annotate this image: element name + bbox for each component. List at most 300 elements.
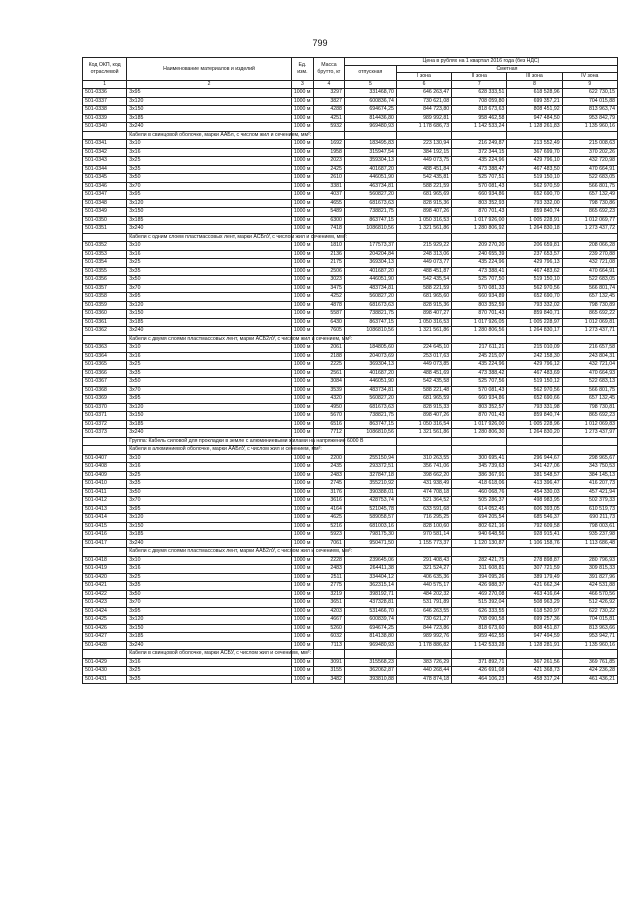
item-code: 501-0408	[83, 463, 127, 472]
item-price-zone-4: 1 273 437,97	[562, 429, 617, 438]
item-code: 501-0414	[83, 514, 127, 523]
item-price-zone-3: 215 010,09	[507, 344, 562, 353]
item-release-price: 177573,37	[344, 242, 396, 251]
item-price-zone-2: 473 388,42	[452, 369, 507, 378]
item-mass: 2483	[313, 565, 344, 574]
item-code: 501-0336	[83, 89, 127, 98]
empty-cell	[344, 650, 396, 659]
item-name: 3х16	[127, 352, 292, 361]
item-price-zone-4: 798 730,86	[562, 199, 617, 208]
item-price-zone-1: 449 073,77	[396, 259, 451, 268]
item-mass: 4164	[313, 505, 344, 514]
item-unit: 1000 м	[291, 148, 313, 157]
item-code: 501-0351	[83, 225, 127, 234]
item-name: 3х25	[127, 471, 292, 480]
table-row	[83, 191, 618, 200]
empty-cell	[452, 233, 507, 242]
empty-cell	[507, 446, 562, 455]
item-price-zone-4: 461 436,21	[562, 675, 617, 684]
item-price-zone-4: 566 801,75	[562, 386, 617, 395]
item-code: 501-0421	[83, 582, 127, 591]
item-release-price: 681673,63	[344, 403, 396, 412]
item-price-zone-4: 369 761,85	[562, 658, 617, 667]
empty-cell	[396, 233, 451, 242]
item-price-zone-3: 296 944,67	[507, 454, 562, 463]
empty-cell	[344, 335, 396, 344]
item-unit: 1000 м	[291, 106, 313, 115]
empty-cell	[313, 131, 344, 140]
item-price-zone-1: 1 321 561,86	[396, 429, 451, 438]
item-unit: 1000 м	[291, 199, 313, 208]
item-unit: 1000 м	[291, 216, 313, 225]
group-code-cell	[83, 446, 127, 455]
item-mass: 5932	[313, 123, 344, 132]
item-name: 3х10	[127, 140, 292, 149]
empty-cell	[562, 548, 617, 557]
item-price-zone-1: 1 050 316,53	[396, 216, 451, 225]
item-release-price: 446051,90	[344, 378, 396, 387]
item-code: 501-0407	[83, 454, 127, 463]
table-row	[83, 140, 618, 149]
col-number: 2	[127, 80, 292, 89]
item-price-zone-3: 1 005 228,96	[507, 420, 562, 429]
item-mass: 7113	[313, 641, 344, 650]
item-price-zone-1: 224 645,10	[396, 344, 451, 353]
item-release-price: 398192,71	[344, 590, 396, 599]
item-price-zone-3: 562 970,56	[507, 386, 562, 395]
item-mass: 3219	[313, 590, 344, 599]
item-unit: 1000 м	[291, 514, 313, 523]
item-price-zone-3: 467 483,62	[507, 267, 562, 276]
item-price-zone-1: 646 263,47	[396, 89, 451, 98]
item-code: 501-0354	[83, 259, 127, 268]
item-price-zone-2: 940 648,56	[452, 531, 507, 540]
item-mass: 4251	[313, 114, 344, 123]
item-name: 3х150	[127, 624, 292, 633]
page-number: 799	[312, 38, 328, 48]
table-row	[83, 386, 618, 395]
item-price-zone-2: 464 106,23	[452, 675, 507, 684]
item-price-zone-4: 798 730,89	[562, 301, 617, 310]
item-mass: 3616	[313, 497, 344, 506]
item-mass: 4655	[313, 199, 344, 208]
item-code: 501-0370	[83, 403, 127, 412]
item-price-zone-4: 343 750,53	[562, 463, 617, 472]
empty-cell	[452, 446, 507, 455]
item-price-zone-3: 652 690,70	[507, 293, 562, 302]
item-price-zone-2: 460 068,76	[452, 488, 507, 497]
item-price-zone-3: 1 128 261,83	[507, 123, 562, 132]
item-price-zone-4: 470 664,91	[562, 165, 617, 174]
table-row	[83, 658, 618, 667]
item-mass: 3651	[313, 599, 344, 608]
group-code-cell	[83, 437, 127, 446]
item-price-zone-2: 570 081,43	[452, 182, 507, 191]
item-price-zone-2: 300 695,41	[452, 454, 507, 463]
item-unit: 1000 м	[291, 225, 313, 234]
item-price-zone-2: 1 017 926,00	[452, 420, 507, 429]
table-row	[83, 250, 618, 259]
header-estimate: Сметная	[396, 65, 617, 73]
group-heading: Кабели с двумя слоями пластмассовых лент, марки АСБ2лУ, с числом жил и сечением, мм²:	[127, 335, 292, 344]
table-row	[83, 318, 618, 327]
item-release-price: 401687,20	[344, 165, 396, 174]
item-price-zone-4: 1 273 437,72	[562, 225, 617, 234]
header-release: отпускная	[344, 65, 396, 80]
item-code: 501-0428	[83, 641, 127, 650]
item-name: 3х16	[127, 250, 292, 259]
item-code: 501-0356	[83, 276, 127, 285]
item-mass: 2511	[313, 573, 344, 582]
table-row	[83, 242, 618, 251]
item-code: 501-0367	[83, 378, 127, 387]
item-code: 501-0365	[83, 361, 127, 370]
item-release-price: 393810,88	[344, 675, 396, 684]
item-price-zone-3: 498 983,95	[507, 497, 562, 506]
item-price-zone-4: 239 270,88	[562, 250, 617, 259]
item-mass: 4203	[313, 607, 344, 616]
group-code-cell	[83, 335, 127, 344]
item-code: 501-0343	[83, 157, 127, 166]
item-name: 3х50	[127, 378, 292, 387]
item-price-zone-4: 865 692,23	[562, 208, 617, 217]
item-price-zone-3: 1 005 228,97	[507, 318, 562, 327]
item-unit: 1000 м	[291, 522, 313, 531]
item-price-zone-3: 278 898,87	[507, 556, 562, 565]
item-release-price: 863747,15	[344, 318, 396, 327]
item-code: 501-0410	[83, 480, 127, 489]
item-price-zone-2: 216 249,87	[452, 140, 507, 149]
table-row	[83, 174, 618, 183]
item-release-price: 446051,90	[344, 276, 396, 285]
item-code: 501-0425	[83, 616, 127, 625]
item-price-zone-3: 341 427,06	[507, 463, 562, 472]
item-price-zone-3: 413 396,47	[507, 480, 562, 489]
item-unit: 1000 м	[291, 599, 313, 608]
item-release-price: 738821,75	[344, 310, 396, 319]
item-unit: 1000 м	[291, 378, 313, 387]
item-price-zone-3: 467 483,50	[507, 165, 562, 174]
item-price-zone-3: 463 416,64	[507, 590, 562, 599]
item-release-price: 600839,74	[344, 616, 396, 625]
item-price-zone-4: 566 801,74	[562, 284, 617, 293]
item-mass: 4037	[313, 191, 344, 200]
item-price-zone-2: 818 673,60	[452, 624, 507, 633]
item-mass: 5216	[313, 522, 344, 531]
item-name: 3х25	[127, 157, 292, 166]
item-price-zone-3: 793 332,02	[507, 301, 562, 310]
item-mass: 3176	[313, 488, 344, 497]
item-unit: 1000 м	[291, 573, 313, 582]
item-name: 3х185	[127, 633, 292, 642]
item-price-zone-1: 488 451,87	[396, 267, 451, 276]
item-code: 501-0369	[83, 395, 127, 404]
table-row	[83, 616, 618, 625]
group-heading: Кабели в свинцовой оболочке, марки АСБУ, с числом жил и сечением, мм²:	[127, 650, 292, 659]
table-row	[83, 565, 618, 574]
item-price-zone-3: 381 548,57	[507, 471, 562, 480]
item-price-zone-4: 466 570,56	[562, 590, 617, 599]
table-row	[83, 301, 618, 310]
item-code: 501-0342	[83, 148, 127, 157]
table-row	[83, 199, 618, 208]
item-price-zone-2: 614 052,45	[452, 505, 507, 514]
empty-cell	[396, 446, 451, 455]
col-number: 4	[313, 80, 344, 89]
table-row	[83, 208, 618, 217]
item-price-zone-3: 808 451,87	[507, 624, 562, 633]
item-code: 501-0371	[83, 412, 127, 421]
item-price-zone-1: 828 915,36	[396, 199, 451, 208]
table-row	[83, 395, 618, 404]
item-unit: 1000 м	[291, 318, 313, 327]
col-number: 5	[344, 80, 396, 89]
item-price-zone-1: 970 581,14	[396, 531, 451, 540]
item-price-zone-1: 1 321 561,86	[396, 327, 451, 336]
item-price-zone-4: 512 426,92	[562, 599, 617, 608]
item-code: 501-0430	[83, 667, 127, 676]
item-price-zone-2: 386 367,91	[452, 471, 507, 480]
item-code: 501-0417	[83, 539, 127, 548]
item-price-zone-3: 793 331,98	[507, 403, 562, 412]
item-price-zone-2: 245 215,07	[452, 352, 507, 361]
item-code: 501-0352	[83, 242, 127, 251]
item-price-zone-1: 898 407,27	[396, 310, 451, 319]
item-release-price: 738821,75	[344, 412, 396, 421]
item-mass: 7061	[313, 539, 344, 548]
item-price-zone-1: 844 723,80	[396, 106, 451, 115]
item-price-zone-1: 449 073,75	[396, 157, 451, 166]
table-row	[83, 403, 618, 412]
item-price-zone-3: 519 150,12	[507, 378, 562, 387]
item-price-zone-1: 898 407,26	[396, 208, 451, 217]
table-row	[83, 276, 618, 285]
item-price-zone-4: 1 012 069,83	[562, 420, 617, 429]
item-price-zone-4: 470 664,91	[562, 267, 617, 276]
item-price-zone-4: 457 421,94	[562, 488, 617, 497]
item-price-zone-3: 792 609,58	[507, 522, 562, 531]
item-price-zone-2: 870 701,43	[452, 208, 507, 217]
item-code: 501-0423	[83, 599, 127, 608]
item-release-price: 483734,81	[344, 386, 396, 395]
item-price-zone-4: 432 721,04	[562, 361, 617, 370]
item-mass: 2200	[313, 454, 344, 463]
item-price-zone-3: 1 264 830,20	[507, 429, 562, 438]
item-code: 501-0339	[83, 114, 127, 123]
item-price-zone-3: 242 158,30	[507, 352, 562, 361]
item-name: 3х240	[127, 225, 292, 234]
item-release-price: 521045,78	[344, 505, 396, 514]
item-price-zone-1: 440 268,44	[396, 667, 451, 676]
item-unit: 1000 м	[291, 267, 313, 276]
item-price-zone-1: 440 575,17	[396, 582, 451, 591]
item-price-zone-3: 808 451,92	[507, 106, 562, 115]
table-row	[83, 267, 618, 276]
item-code: 501-0427	[83, 633, 127, 642]
item-code: 501-0372	[83, 420, 127, 429]
item-price-zone-1: 633 591,68	[396, 505, 451, 514]
item-price-zone-1: 1 050 316,54	[396, 420, 451, 429]
item-price-zone-3: 859 840,74	[507, 208, 562, 217]
item-price-zone-1: 474 708,18	[396, 488, 451, 497]
item-price-zone-2: 1 120 130,87	[452, 539, 507, 548]
item-unit: 1000 м	[291, 497, 313, 506]
item-price-zone-2: 1 142 533,24	[452, 123, 507, 132]
table-row	[83, 522, 618, 531]
item-code: 501-0347	[83, 191, 127, 200]
item-price-zone-1: 431 938,49	[396, 480, 451, 489]
item-release-price: 334404,12	[344, 573, 396, 582]
item-price-zone-3: 793 332,00	[507, 199, 562, 208]
item-price-zone-3: 618 528,96	[507, 89, 562, 98]
item-unit: 1000 м	[291, 429, 313, 438]
empty-cell	[507, 548, 562, 557]
item-mass: 3091	[313, 658, 344, 667]
col-number: 3	[291, 80, 313, 89]
item-unit: 1000 м	[291, 344, 313, 353]
item-price-zone-3: 519 150,10	[507, 276, 562, 285]
table-row	[83, 641, 618, 650]
item-price-zone-4: 798 730,81	[562, 403, 617, 412]
item-name: 3х70	[127, 599, 292, 608]
table-row	[83, 607, 618, 616]
item-mass: 1810	[313, 242, 344, 251]
item-name: 3х25	[127, 573, 292, 582]
item-mass: 6300	[313, 216, 344, 225]
table-row	[83, 369, 618, 378]
item-release-price: 315568,23	[344, 658, 396, 667]
item-name: 3х150	[127, 310, 292, 319]
item-price-zone-2: 958 462,58	[452, 114, 507, 123]
item-mass: 2745	[313, 480, 344, 489]
item-name: 3х16	[127, 463, 292, 472]
item-price-zone-1: 844 723,86	[396, 624, 451, 633]
item-unit: 1000 м	[291, 565, 313, 574]
item-name: 3х95	[127, 395, 292, 404]
item-release-price: 798175,30	[344, 531, 396, 540]
item-release-price: 355210,92	[344, 480, 396, 489]
item-name: 3х185	[127, 318, 292, 327]
item-name: 3х95	[127, 293, 292, 302]
item-unit: 1000 м	[291, 165, 313, 174]
item-code: 501-0420	[83, 573, 127, 582]
item-price-zone-3: 367 699,70	[507, 148, 562, 157]
item-release-price: 863747,15	[344, 216, 396, 225]
item-code: 501-0415	[83, 522, 127, 531]
item-mass: 2225	[313, 361, 344, 370]
item-code: 501-0416	[83, 531, 127, 540]
item-price-zone-3: 1 128 281,91	[507, 641, 562, 650]
item-price-zone-2: 345 739,63	[452, 463, 507, 472]
item-price-zone-4: 208 066,28	[562, 242, 617, 251]
item-price-zone-4: 566 801,75	[562, 182, 617, 191]
item-code: 501-0373	[83, 429, 127, 438]
item-mass: 3482	[313, 675, 344, 684]
item-name: 3х70	[127, 497, 292, 506]
item-release-price: 694674,25	[344, 624, 396, 633]
item-price-zone-3: 206 659,81	[507, 242, 562, 251]
item-unit: 1000 м	[291, 259, 313, 268]
item-unit: 1000 м	[291, 310, 313, 319]
item-price-zone-4: 865 692,22	[562, 310, 617, 319]
item-unit: 1000 м	[291, 480, 313, 489]
item-price-zone-3: 618 520,97	[507, 607, 562, 616]
empty-cell	[344, 131, 396, 140]
item-release-price: 483734,81	[344, 284, 396, 293]
item-unit: 1000 м	[291, 463, 313, 472]
item-price-zone-3: 389 179,49	[507, 573, 562, 582]
table-row	[83, 582, 618, 591]
group-code-cell	[83, 650, 127, 659]
item-unit: 1000 м	[291, 182, 313, 191]
item-price-zone-2: 505 286,37	[452, 497, 507, 506]
table-row	[83, 123, 618, 132]
item-price-zone-4: 416 207,73	[562, 480, 617, 489]
item-name: 3х35	[127, 675, 292, 684]
item-price-zone-4: 935 237,98	[562, 531, 617, 540]
item-code: 501-0350	[83, 216, 127, 225]
item-price-zone-2: 435 224,96	[452, 157, 507, 166]
item-release-price: 293372,51	[344, 463, 396, 472]
item-mass: 5670	[313, 412, 344, 421]
item-unit: 1000 м	[291, 582, 313, 591]
item-mass: 2175	[313, 259, 344, 268]
item-name: 3х150	[127, 106, 292, 115]
table-row	[83, 531, 618, 540]
item-price-zone-4: 953 942,71	[562, 633, 617, 642]
header-zone-1: I зона	[396, 73, 451, 81]
item-price-zone-2: 1 017 926,00	[452, 216, 507, 225]
item-unit: 1000 м	[291, 420, 313, 429]
item-code: 501-0429	[83, 658, 127, 667]
item-mass: 1692	[313, 140, 344, 149]
item-price-zone-4: 657 132,49	[562, 191, 617, 200]
empty-cell	[344, 233, 396, 242]
item-price-zone-2: 959 462,55	[452, 633, 507, 642]
item-unit: 1000 м	[291, 369, 313, 378]
item-name: 3х185	[127, 531, 292, 540]
item-unit: 1000 м	[291, 157, 313, 166]
item-unit: 1000 м	[291, 616, 313, 625]
item-price-zone-4: 522 683,05	[562, 174, 617, 183]
item-price-zone-3: 307 721,59	[507, 565, 562, 574]
item-price-zone-1: 478 874,18	[396, 675, 451, 684]
item-mass: 2023	[313, 157, 344, 166]
item-price-zone-3: 606 393,05	[507, 505, 562, 514]
item-release-price: 184805,60	[344, 344, 396, 353]
item-price-zone-2: 1 280 806,92	[452, 225, 507, 234]
item-mass: 3155	[313, 667, 344, 676]
item-price-zone-4: 309 815,33	[562, 565, 617, 574]
item-price-zone-2: 628 333,51	[452, 89, 507, 98]
item-price-zone-3: 652 690,66	[507, 395, 562, 404]
item-price-zone-1: 989 992,81	[396, 114, 451, 123]
item-name: 3х50	[127, 174, 292, 183]
group-heading-row	[83, 446, 618, 455]
item-price-zone-4: 865 692,23	[562, 412, 617, 421]
item-price-zone-4: 813 963,66	[562, 624, 617, 633]
empty-cell	[452, 437, 507, 446]
item-name: 3х35	[127, 267, 292, 276]
item-release-price: 401687,20	[344, 369, 396, 378]
item-price-zone-4: 470 664,93	[562, 369, 617, 378]
item-release-price: 401687,20	[344, 267, 396, 276]
item-price-zone-2: 311 608,81	[452, 565, 507, 574]
item-mass: 4288	[313, 106, 344, 115]
empty-cell	[313, 650, 344, 659]
item-price-zone-3: 429 796,10	[507, 157, 562, 166]
item-release-price: 560827,20	[344, 395, 396, 404]
